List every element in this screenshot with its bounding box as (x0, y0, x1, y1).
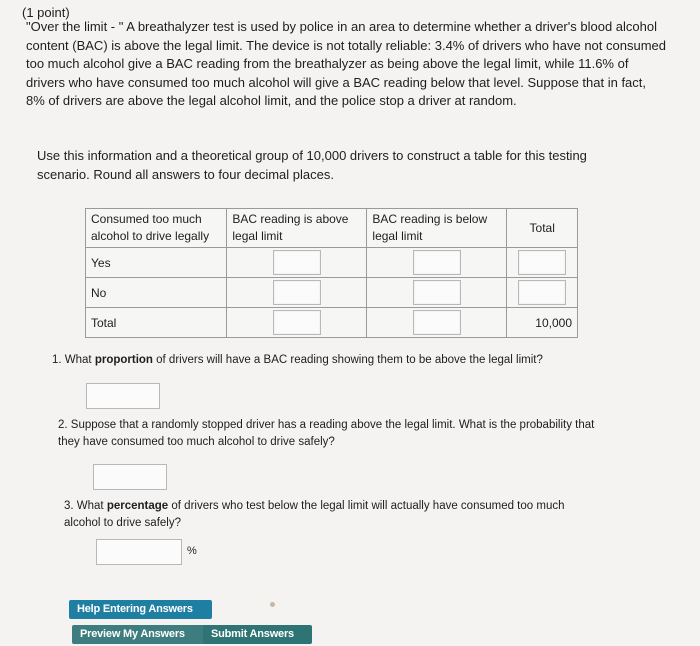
question-1-answer-input[interactable] (86, 383, 160, 409)
question-1-suffix: of drivers will have a BAC reading showing them to be above the legal limit? (152, 354, 543, 366)
help-entering-answers-button[interactable]: Help Entering Answers (69, 600, 212, 619)
preview-answers-button[interactable]: Preview My Answers (72, 625, 210, 644)
cell-no-total (507, 278, 578, 308)
table-row-total (86, 308, 578, 338)
answer-input-no-above[interactable] (273, 280, 321, 305)
header-above: BAC reading is above legal limit (227, 209, 367, 248)
answer-input-yes-total[interactable] (518, 250, 566, 275)
question-3-prefix: 3. What (64, 500, 107, 512)
question-2: 2. Suppose that a randomly stopped driver has a reading above the legal limit. What is the probability that they have consumed too much alcohol to drive safely? (58, 419, 595, 448)
answer-input-no-below[interactable] (413, 280, 461, 305)
question-1-keyword: proportion (94, 354, 153, 366)
answer-input-no-total[interactable] (518, 280, 566, 305)
header-total: Total (507, 209, 578, 248)
question-2-answer-input[interactable] (93, 464, 167, 490)
cell-no-below (367, 278, 507, 308)
submit-answers-button[interactable]: Submit Answers (203, 625, 312, 644)
indicator-dot (270, 602, 275, 607)
cell-total-below (367, 308, 507, 338)
cell-no-above (227, 278, 367, 308)
cell-yes-total (507, 248, 578, 278)
cell-yes-below (367, 248, 507, 278)
question-3-keyword: percentage (106, 500, 169, 512)
table-row-no (86, 278, 578, 308)
contingency-table (85, 208, 578, 338)
question-1-prefix: 1. What (52, 354, 95, 366)
table-header-row (86, 209, 578, 248)
instructions-text: Use this information and a theoretical group of 10,000 drivers to construct a table for this testing scenario. Round all answers to four decimal places. (37, 148, 587, 182)
points-label: (1 point) (22, 5, 70, 20)
answer-input-yes-above[interactable] (273, 250, 321, 275)
question-3 (64, 498, 594, 532)
answer-input-total-below[interactable] (413, 310, 461, 335)
answer-input-total-above[interactable] (273, 310, 321, 335)
answer-input-yes-below[interactable] (413, 250, 461, 275)
question-3-answer-input[interactable] (96, 539, 182, 565)
question-3-suffix: of drivers who test below the legal limit will actually have consumed too much alcohol to drive safely? (64, 500, 565, 529)
cell-total-above (227, 308, 367, 338)
question-1 (52, 352, 543, 369)
grand-total-value: 10,000 (507, 308, 578, 338)
row-label-total: Total (86, 308, 227, 338)
cell-yes-above (227, 248, 367, 278)
problem-text: "Over the limit - " A breathalyzer test is used by police in an area to determine whether a driver's blood alcohol content (BAC) is above the legal limit. The device is not totally reliable: 3.4% of drivers who have not consumed too much alcohol give a BAC reading from the breathalyzer as being above the legal limit, while 11.6% of drivers who have consumed too much alcohol will give a BAC reading below that level. Suppose that in fact, 8% of drivers are above the legal alcohol limit, and the police stop a driver at random. (26, 19, 666, 109)
header-consumed: Consumed too much alcohol to drive legally (86, 209, 227, 248)
row-label-yes: Yes (86, 248, 227, 278)
header-below: BAC reading is below legal limit (367, 209, 507, 248)
table-row-yes (86, 248, 578, 278)
percent-unit-label: % (187, 545, 197, 557)
row-label-no: No (86, 278, 227, 308)
